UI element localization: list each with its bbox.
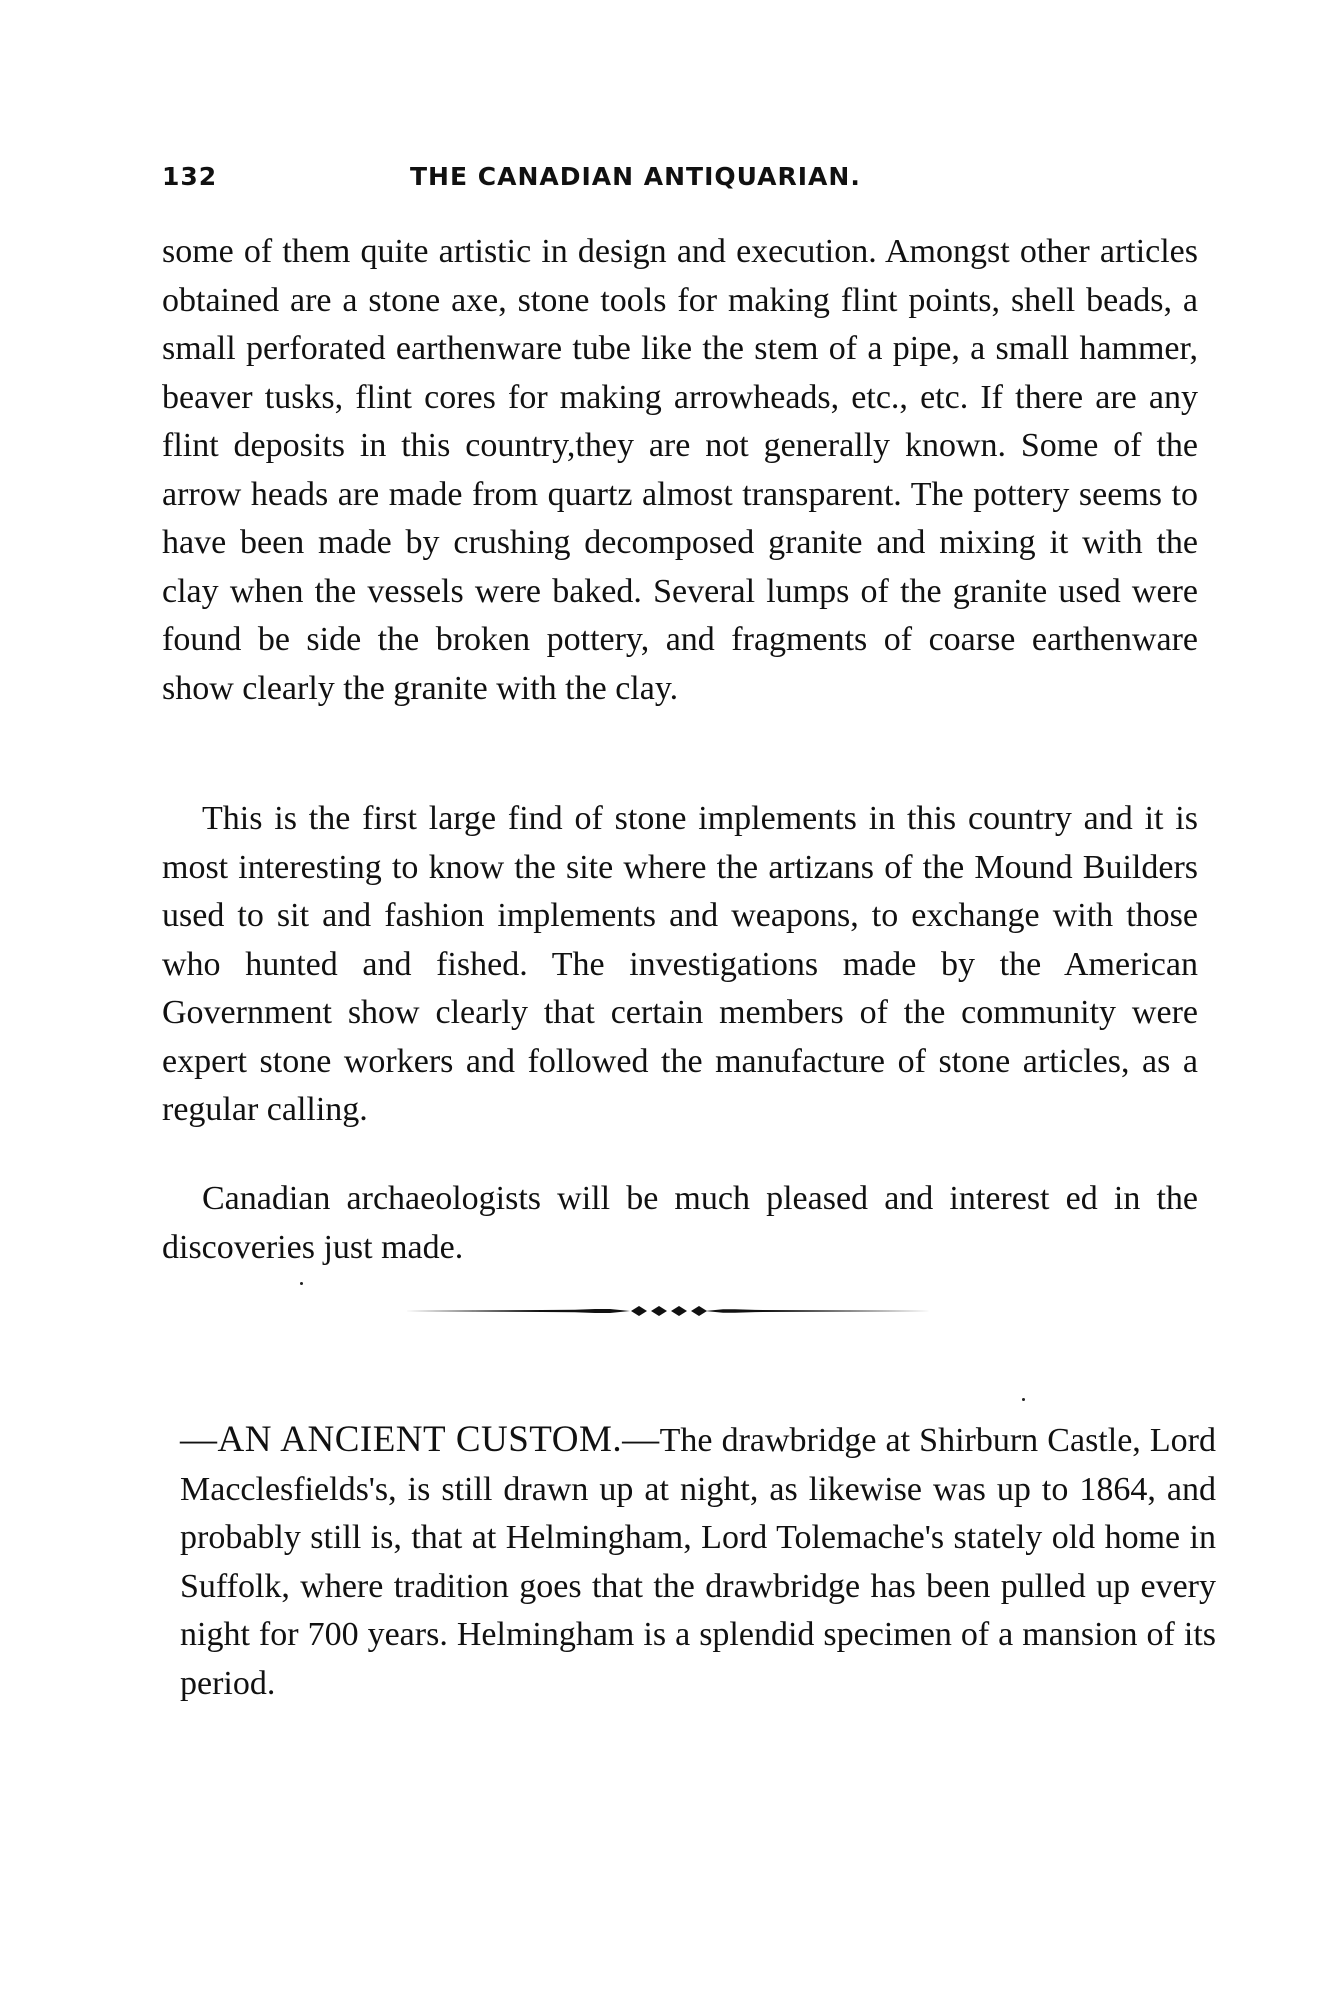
ancient-custom-paragraph xyxy=(180,1416,1216,1708)
article-paragraph-2: This is the first large find of stone implements in this country and it is most interesting to know the site where the artizans of the Mound Builders used to sit and fashion implements and weapons, to exchange with those who hunted and fished. The investigations made by the American Government show clearly that certain members of the community were expert stone workers and followed the manufacture of stone articles, as a regular calling. xyxy=(162,800,1198,1128)
running-title: THE CANADIAN ANTIQUARIAN. xyxy=(410,162,861,191)
ancient-custom-text: The drawbridge at Shirburn Castle, Lord Macclesfields's, is still drawn up at night, as likewise was up to 1864, and probably still is, that at Helmingham, Lord Tolemache's stately old home in Suffolk, where tradition goes that the drawbridge has been pulled up every night for 700 years. Helmingham is a splendid specimen of a mansion of its period. xyxy=(180,1422,1216,1702)
section-divider-ornament xyxy=(405,1303,931,1319)
article-paragraph-3: Canadian archaeologists will be much pleased and interest ed in the discoveries just made. xyxy=(162,1180,1198,1266)
print-speck xyxy=(300,1282,303,1285)
article-paragraph-1: some of them quite artistic in design and execution. Amongst other articles obtained are a stone axe, stone tools for making flint points, shell beads, a small perforated earthenware tube like the stem of a pipe, a small hammer, beaver tusks, flint cores for making arrowheads, etc., etc. If there are any flint deposits in this country,they are not generally known. Some of the arrow heads are made from quartz almost transparent. The pottery seems to have been made by crushing decomposed granite and mixing it with the clay when the vessels were baked. Several lumps of the granite used were found be side the broken pottery, and fragments of coarse earthenware show clearly the granite with the clay. xyxy=(162,233,1198,707)
running-head xyxy=(162,162,962,202)
page-number: 132 xyxy=(162,162,218,191)
ancient-custom-title: —AN ANCIENT CUSTOM.— xyxy=(180,1419,660,1460)
print-speck xyxy=(1022,1398,1025,1401)
